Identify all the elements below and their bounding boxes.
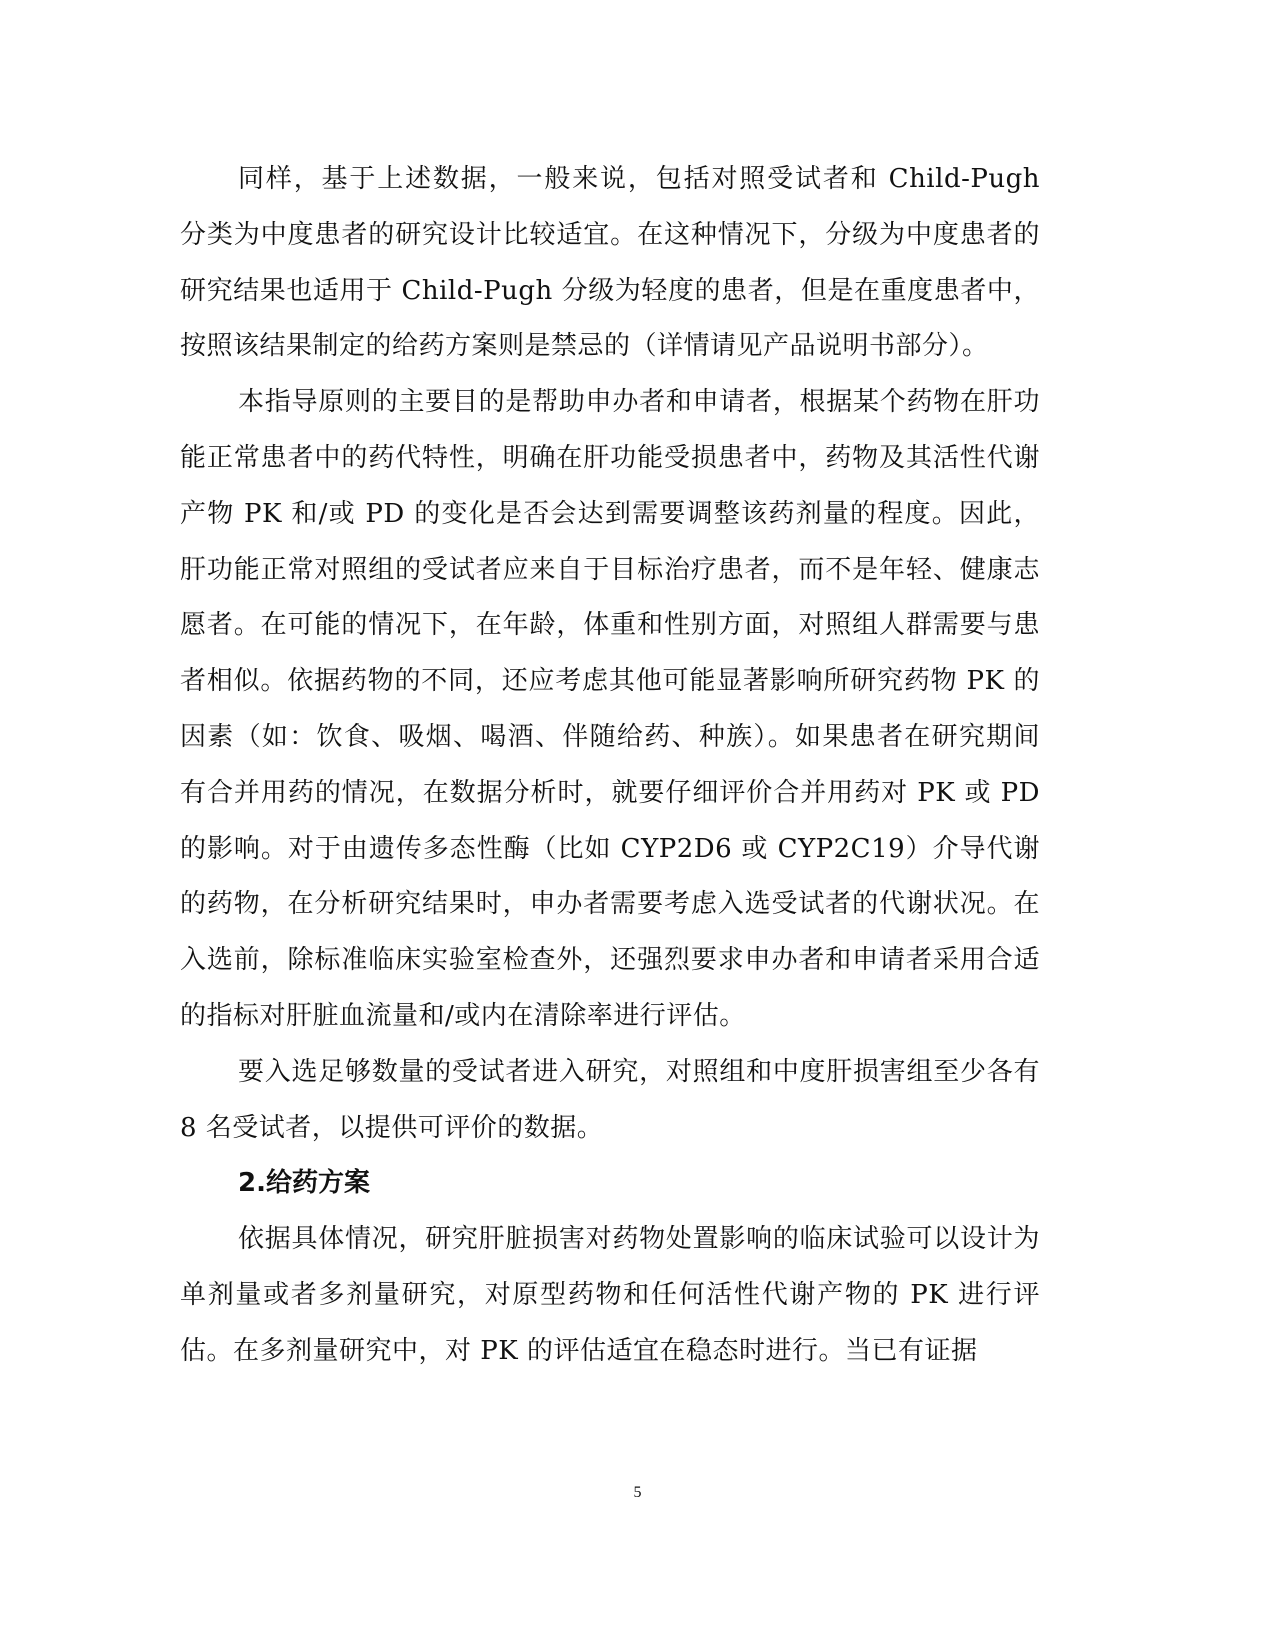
page-number: 5 [633,1484,642,1501]
document-body [180,152,1040,1380]
paragraph-guideline-purpose: 本指导原则的主要目的是帮助申办者和申请者，根据某个药物在肝功能正常患者中的药代特性，明确在肝功能受损患者中，药物及其活性代谢产物 PK 和/或 PD 的变化是否会达到需要调整该药剂量的程度。因此，肝功能正常对照组的受试者应来自于目标治疗患者，而不是年轻、健康志愿者。在可能的情况下，在年龄，体重和性别方面，对照组人群需要与患者相似。依据药物的不同，还应考虑其他可能显著影响所研究药物 PK 的因素（如：饮食、吸烟、喝酒、伴随给药、种族）。如果患者在研究期间有合并用药的情况，在数据分析时，就要仔细评价合并用药对 PK 或 PD 的影响。对于由遗传多态性酶（比如 CYP2D6 或 CYP2C19）介导代谢的药物，在分析研究结果时，申办者需要考虑入选受试者的代谢状况。在入选前，除标准临床实验室检查外，还强烈要求申办者和申请者采用合适的指标对肝脏血流量和/或内在清除率进行评估。 [180,387,1040,1031]
paragraph-study-design: 同样，基于上述数据，一般来说，包括对照受试者和 Child-Pugh 分类为中度患者的研究设计比较适宜。在这种情况下，分级为中度患者的研究结果也适用于 Child-Pugh 分级为轻度的患者，但是在重度患者中，按照该结果制定的给药方案则是禁忌的（详情请见产品说明书部分）。 [180,164,1040,362]
paragraph-dosing-regimen: 依据具体情况，研究肝脏损害对药物处置影响的临床试验可以设计为单剂量或者多剂量研究，对原型药物和任何活性代谢产物的 PK 进行评估。在多剂量研究中，对 PK 的评估适宜在稳态时进行。当已有证据 [180,1224,1040,1366]
section-heading: 2.给药方案 [238,1168,370,1199]
paragraph-subject-number: 要入选足够数量的受试者进入研究，对照组和中度肝损害组至少各有 8 名受试者，以提供可评价的数据。 [180,1056,1040,1143]
